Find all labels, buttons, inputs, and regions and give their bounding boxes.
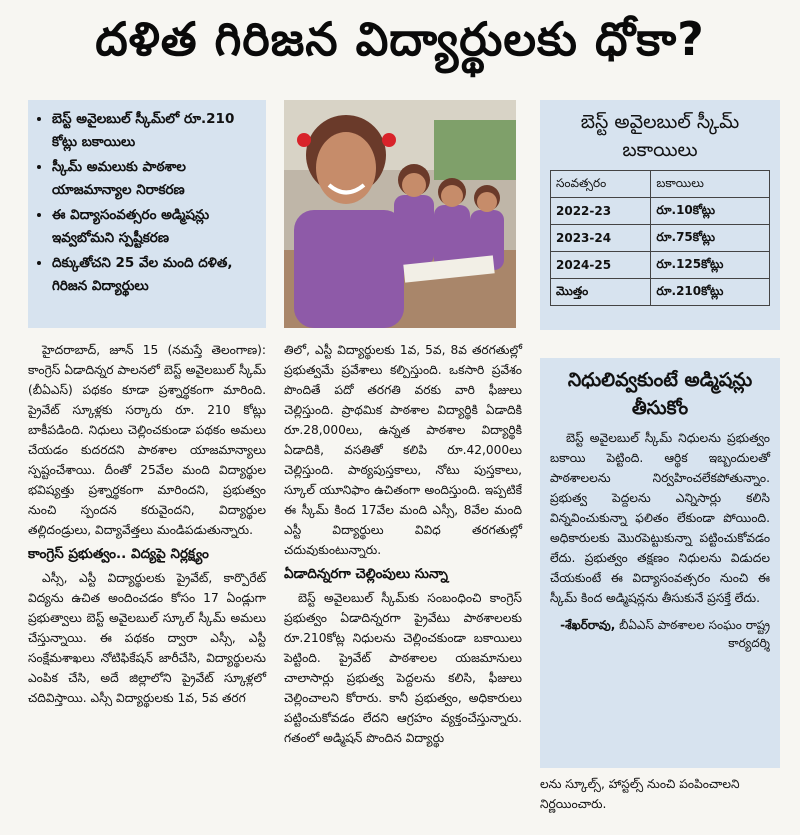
article-paragraph: హైదరాబాద్‌, జూన్‌ 15 (నమస్తే తెలంగాణ): కాంగ్రెస్‌ ఏడాదిన్నర పాలనలో బెస్ట్‌ అవైలబుల్‌ స్కీమ్‌ (బీఏఎస్‌) పథకం కూడా ప్రశ్నార్థకంగా మారింది. ప్రైవేట్‌ స్కూళ్లకు సర్కారు రూ. 210 కోట్లు బాకీపడింది. నిధులు చెల్లించకుండా పథకం అమలు చేయడం కుదరదని పాఠశాల యాజమాన్యాలు స్పష్టంచేశాయి. దీంతో 25వేల మంది విద్యార్థుల భవిష్యత్తు ప్రశ్నార్థకంగా మారిందని, ప్రభుత్వం నుంచి స్పందన కరువైందని, విద్యార్థుల తల్లిదండ్రులు, విద్యావేత్తలు మండిపడుతున్నారు. <box>28 343 266 537</box>
cell-year: 2024-25 <box>551 252 651 279</box>
cell-amount: రూ.210కోట్లు <box>651 279 770 306</box>
header-year: సంవత్సరం <box>551 171 651 198</box>
table-row <box>551 252 770 279</box>
article-column-1 <box>28 340 266 712</box>
highlight-item: • స్కీమ్‌ అమలుకు పాఠశాల యాజమాన్యాల నిరాకరణ <box>52 156 256 202</box>
dues-title: బెస్ట్‌ అవైలబుల్‌ స్కీమ్‌ బకాయిలు <box>580 111 740 161</box>
cell-amount: రూ.75కోట్లు <box>651 225 770 252</box>
highlight-item: • ఈ విద్యాసంవత్సరం అడ్మిషన్లు ఇవ్వబోమని స్పష్టీకరణ <box>52 204 256 250</box>
article-paragraph: ఎస్సీ, ఎస్టీ విద్యార్థులకు ప్రైవేట్‌, కార్పొరేట్‌ విద్యను ఉచిత అందించడం కోసం 17 ఏండ్లుగా ప్రభుత్వాలు బెస్ట్‌ అవైలబుల్‌ స్కూల్‌ స్కీమ్‌ అమలు చేస్తున్నాయి. ఈ పథకం ద్వారా ఎస్సీ, ఎస్టీ సంక్షేమశాఖలు నోటిఫికేషన్‌ జారీచేసి, విద్యార్థులను ఎంపిక చేసి, అదే జిల్లాలోని ప్రైవేట్‌ స్కూళ్లలో చదివిస్తాయి. ఎస్సీ విద్యార్థులకు 1వ, 5వ తరగ <box>28 571 266 705</box>
subheading: ఏడాదిన్నరగా చెల్లింపులు సున్నా <box>284 566 448 582</box>
article-tail: లను స్కూల్స్‌, హాస్టల్స్‌ నుంచి పంపించాలని నిర్ణయించారు. <box>540 777 740 811</box>
article-column-2 <box>284 340 522 752</box>
cell-amount: రూ.125కోట్లు <box>651 252 770 279</box>
quote-box <box>540 358 780 768</box>
quote-role: బీఏఎస్‌ పాఠశాలల సంఘం రాష్ట్ర కార్యదర్శి <box>619 618 770 650</box>
cell-year: 2022-23 <box>551 198 651 225</box>
header-amount: బకాయిలు <box>651 171 770 198</box>
table-row <box>551 198 770 225</box>
highlight-item: • బెస్ట్‌ అవైలబుల్‌ స్కీమ్‌లో రూ.210 కోట్లు బకాయిలు <box>52 108 256 154</box>
subheading: కాంగ్రెస్‌ ప్రభుత్వం.. విద్యపై నిర్లక్ష్యం <box>28 546 209 562</box>
highlight-item: • దిక్కుతోచని 25 వేల మంది దళిత, గిరిజన విద్యార్థులు <box>52 252 256 298</box>
article-paragraph: బెస్ట్‌ అవైలబుల్‌ స్కీమ్‌కు సంబంధించి కాంగ్రెస్‌ ప్రభుత్వం ఏడాదిన్నరగా ప్రైవేటు పాఠశాలలకు రూ.210కోట్ల నిధులను చెల్లించకుండా బకాయిలు పెట్టింది. ప్రైవేట్‌ పాఠశాలల యజమానులు చాలాసార్లు ప్రభుత్వ పెద్దలను కలిసి, ఫీజులు చెల్లించాలని కోరారు. కానీ ప్రభుత్వం, అధికారులు పట్టించుకోవడం లేదని ఆగ్రహం వ్యక్తంచేస్తున్నారు. గతంలో అడ్మిషన్‌ పొందిన విద్యార్థు <box>284 591 522 745</box>
quote-title: నిధులివ్వకుంటే అడ్మిషన్లు తీసుకోం <box>567 369 753 419</box>
students-photo <box>284 100 516 328</box>
quote-name: -శేఖర్‌రావు, <box>560 618 616 632</box>
quote-signature <box>550 616 770 652</box>
table-row <box>551 225 770 252</box>
quote-body: బెస్ట్‌ అవైలబుల్‌ స్కీమ్‌ నిధులను ప్రభుత్వం బకాయి పెట్టింది. ఆర్థిక ఇబ్బందులతో పాఠశాలలను నిర్వహించలేకపోతున్నాం. ప్రభుత్వ పెద్దలను ఎన్నిసార్లు కలిసి విన్నవించుకున్నా ఫలితం లేకుండా పోయింది. అధికారులకు మొరపెట్టుకున్నా పట్టించుకోవడం లేదు. ప్రభుత్వం తక్షణం నిధులను విడుదల చేయకుంటే ఈ విద్యాసంవత్సరం నుంచి ఈ స్కీమ్‌ కింద అడ్మిషన్లను తీసుకునే ప్రసక్తే లేదు. <box>550 431 770 605</box>
highlights-list <box>38 108 256 298</box>
dues-table <box>550 170 770 306</box>
cell-amount: రూ.10కోట్లు <box>651 198 770 225</box>
table-header-row <box>551 171 770 198</box>
cell-year: 2023-24 <box>551 225 651 252</box>
headline: దళిత గిరిజన విద్యార్థులకు ధోకా? <box>95 12 705 66</box>
dues-box <box>540 100 780 330</box>
table-row <box>551 279 770 306</box>
article-paragraph: తిలో, ఎస్టీ విద్యార్థులకు 1వ, 5వ, 8వ తరగతుల్లో ప్రభుత్వమే ప్రవేశాలు కల్పిస్తుంది. ఒకసారి ప్రవేశం పొందితే పదో తరగతి వరకు వారి ఫీజులు చెల్లిస్తుంది. ప్రాథమిక పాఠశాల విద్యార్థికి ఏడాదికి రూ.28,000లు, ఉన్నత పాఠశాల విద్యార్థికి ఏడాదికి, వసతితో కలిపి రూ.42,000లు చెల్లిస్తుంది. పాఠ్యపుస్తకాలు, నోటు పుస్తకాలు, స్కూల్‌ యూనిఫాం ఉచితంగా అందిస్తుంది. ఇప్పటికే ఈ స్కీమ్‌ కింద 17వేల మంది ఎస్సీ, 8వేల మంది ఎస్టీ విద్యార్థులు వివిధ తరగతుల్లో చదువుకుంటున్నారు. <box>284 343 522 557</box>
highlights-box <box>28 100 266 328</box>
cell-year: మొత్తం <box>551 279 651 306</box>
